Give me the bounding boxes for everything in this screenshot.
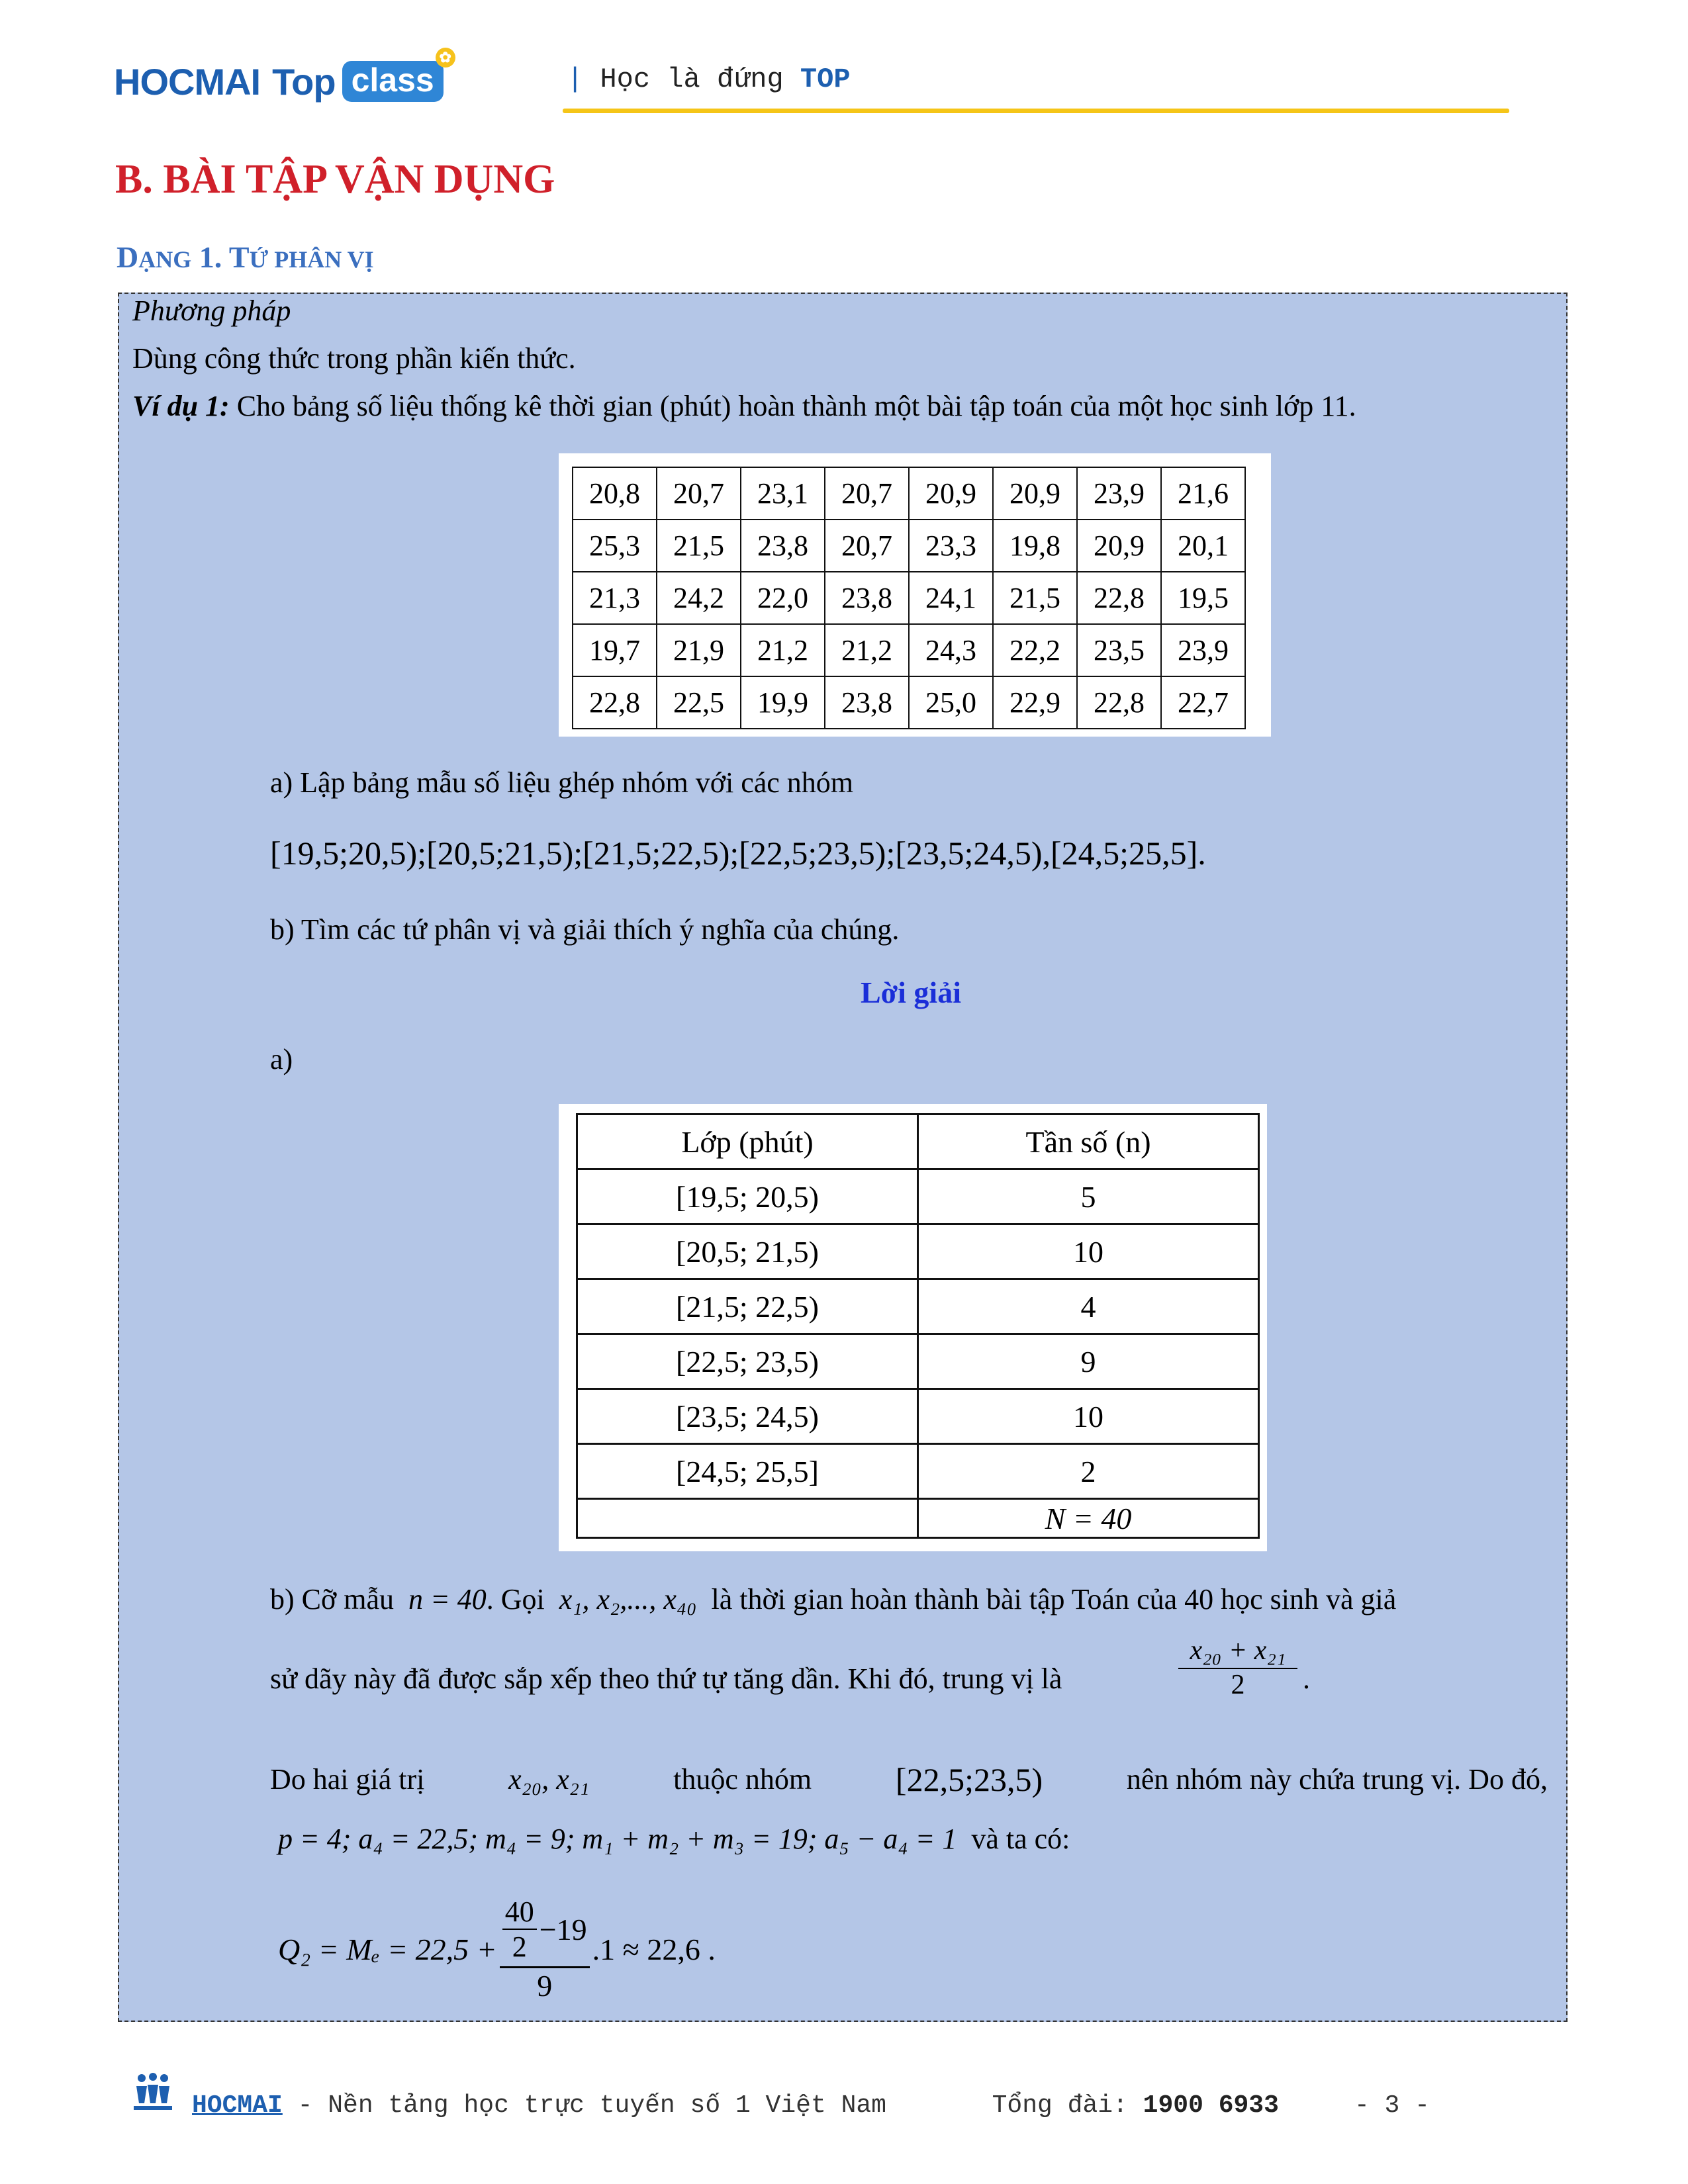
data-cell: 25,3 xyxy=(573,520,657,572)
data-cell: 23,9 xyxy=(1161,624,1245,676)
frequency-total-cell: N = 40 xyxy=(918,1499,1259,1538)
answer-b-line2: sử dãy này đã được sắp xếp theo thứ tự tăng dần. Khi đó, trung vị là xyxy=(270,1662,1062,1695)
frequency-cell: 10 xyxy=(918,1224,1259,1279)
data-cell: 23,1 xyxy=(741,467,825,520)
method-text: Dùng công thức trong phần kiến thức. xyxy=(132,342,576,375)
frequency-cell: 5 xyxy=(918,1169,1259,1224)
frequency-row xyxy=(577,1444,1259,1499)
frequency-row xyxy=(577,1334,1259,1389)
class-interval-cell: [23,5; 24,5) xyxy=(577,1389,918,1444)
data-cell: 20,9 xyxy=(993,467,1077,520)
answer-a-label: a) xyxy=(270,1043,293,1075)
data-cell: 22,8 xyxy=(1077,676,1161,729)
hocmai-topclass-logo xyxy=(114,49,451,105)
frequency-total-row xyxy=(577,1499,1259,1538)
class-interval-cell: [21,5; 22,5) xyxy=(577,1279,918,1334)
median-fraction: x₂₀ + x₂₁ 2 xyxy=(1178,1635,1297,1701)
data-table-row xyxy=(573,520,1245,572)
data-cell: 22,5 xyxy=(657,676,741,729)
frequency-cell: 4 xyxy=(918,1279,1259,1334)
data-cell: 22,9 xyxy=(993,676,1077,729)
frequency-cell: 10 xyxy=(918,1389,1259,1444)
frequency-row xyxy=(577,1279,1259,1334)
answer-b-line1: b) Cỡ mẫu n = 40. Gọi x₁, x₂,..., x₄₀ là thời gian hoàn thành bài tập Toán của 40 học sinh và giả xyxy=(270,1583,1397,1615)
data-table xyxy=(572,467,1246,729)
data-cell: 20,8 xyxy=(573,467,657,520)
data-cell: 25,0 xyxy=(909,676,993,729)
data-table-row xyxy=(573,467,1245,520)
subsection-title: DẠNG 1. TỨ PHÂN VỊ xyxy=(117,240,374,274)
data-cell: 20,7 xyxy=(825,467,909,520)
data-cell: 24,1 xyxy=(909,572,993,624)
data-cell: 21,5 xyxy=(657,520,741,572)
frequency-row xyxy=(577,1169,1259,1224)
data-cell: 20,7 xyxy=(657,467,741,520)
class-interval-cell: [19,5; 20,5) xyxy=(577,1169,918,1224)
logo-hocmai-text: HOCMAI xyxy=(114,60,261,103)
question-b: b) Tìm các tứ phân vị và giải thích ý nghĩa của chúng. xyxy=(270,913,900,946)
header-frequency: Tần số (n) xyxy=(918,1115,1259,1169)
data-cell: 22,2 xyxy=(993,624,1077,676)
header-class: Lớp (phút) xyxy=(577,1115,918,1169)
method-label: Phương pháp xyxy=(132,295,291,327)
data-cell: 22,8 xyxy=(1077,572,1161,624)
hocmai-people-icon xyxy=(132,2073,173,2111)
data-cell: 22,7 xyxy=(1161,676,1245,729)
frequency-table xyxy=(576,1113,1260,1539)
data-table-row xyxy=(573,572,1245,624)
data-cell: 23,9 xyxy=(1077,467,1161,520)
data-cell: 19,7 xyxy=(573,624,657,676)
class-interval-cell: [20,5; 21,5) xyxy=(577,1224,918,1279)
data-cell: 21,5 xyxy=(993,572,1077,624)
data-cell: 23,3 xyxy=(909,520,993,572)
header-divider xyxy=(563,109,1509,113)
data-cell: 21,9 xyxy=(657,624,741,676)
data-cell: 21,2 xyxy=(825,624,909,676)
data-cell: 19,8 xyxy=(993,520,1077,572)
data-cell: 21,3 xyxy=(573,572,657,624)
class-interval-cell: [22,5; 23,5) xyxy=(577,1334,918,1389)
frequency-row xyxy=(577,1389,1259,1444)
frequency-cell: 9 xyxy=(918,1334,1259,1389)
data-cell: 23,8 xyxy=(825,572,909,624)
data-table-row xyxy=(573,676,1245,729)
q2-fraction: 40 2 −19 9 xyxy=(500,1895,590,2003)
logo-top-text: Top xyxy=(272,60,336,103)
page-number: - 3 - xyxy=(1354,2091,1430,2120)
logo-class-badge: class ✿ xyxy=(342,61,444,102)
data-cell: 19,9 xyxy=(741,676,825,729)
frequency-table-panel xyxy=(559,1104,1267,1551)
example-statement: Ví dụ 1: Cho bảng số liệu thống kê thời gian (phút) hoàn thành một bài tập toán của một học sinh lớp 11. xyxy=(132,390,1356,422)
data-cell: 23,8 xyxy=(825,676,909,729)
data-cell: 22,0 xyxy=(741,572,825,624)
data-cell: 19,5 xyxy=(1161,572,1245,624)
data-cell: 24,2 xyxy=(657,572,741,624)
star-icon: ✿ xyxy=(436,48,455,68)
class-interval-cell: [24,5; 25,5] xyxy=(577,1444,918,1499)
frequency-header-row xyxy=(577,1115,1259,1169)
data-cell: 23,5 xyxy=(1077,624,1161,676)
section-title: B. BÀI TẬP VẬN DỤNG xyxy=(115,157,555,202)
groups-line: [19,5;20,5);[20,5;21,5);[21,5;22,5);[22,5;23,5);[23,5;24,5),[24,5;25,5]. xyxy=(270,835,1206,872)
q2-formula: Q₂ = Mₑ = 22,5 + 40 2 −19 9 .1 ≈ 22,6 . xyxy=(278,1895,716,2003)
data-cell: 20,9 xyxy=(1077,520,1161,572)
data-cell: 21,2 xyxy=(741,624,825,676)
data-cell: 23,8 xyxy=(741,520,825,572)
question-a: a) Lập bảng mẫu số liệu ghép nhóm với các nhóm xyxy=(270,766,854,799)
empty-cell xyxy=(577,1499,918,1538)
data-cell: 20,1 xyxy=(1161,520,1245,572)
data-cell: 21,6 xyxy=(1161,467,1245,520)
data-cell: 20,7 xyxy=(825,520,909,572)
answer-b-line3: Do hai giá trị x₂₀, x₂₁ thuộc nhóm [22,5;23,5) nên nhóm này chứa trung vị. Do đó, xyxy=(270,1761,1548,1798)
frequency-row xyxy=(577,1224,1259,1279)
solution-label: Lời giải xyxy=(861,976,961,1009)
data-cell: 22,8 xyxy=(573,676,657,729)
frequency-cell: 2 xyxy=(918,1444,1259,1499)
data-cell: 24,3 xyxy=(909,624,993,676)
answer-b-line4: p = 4; a₄ = 22,5; m₄ = 9; m₁ + m₂ + m₃ = 19; a₅ − a₄ = 1 và ta có: xyxy=(278,1823,1070,1855)
header-tagline: | Học là đứng TOP xyxy=(567,64,851,95)
footer: HOCMAI - Nền tảng học trực tuyến số 1 Việt Nam Tổng đài: 1900 6933 - 3 - xyxy=(192,2091,1430,2120)
footer-brand-link[interactable]: HOCMAI xyxy=(192,2091,283,2120)
data-cell: 20,9 xyxy=(909,467,993,520)
data-table-row xyxy=(573,624,1245,676)
data-table-panel xyxy=(559,453,1271,737)
